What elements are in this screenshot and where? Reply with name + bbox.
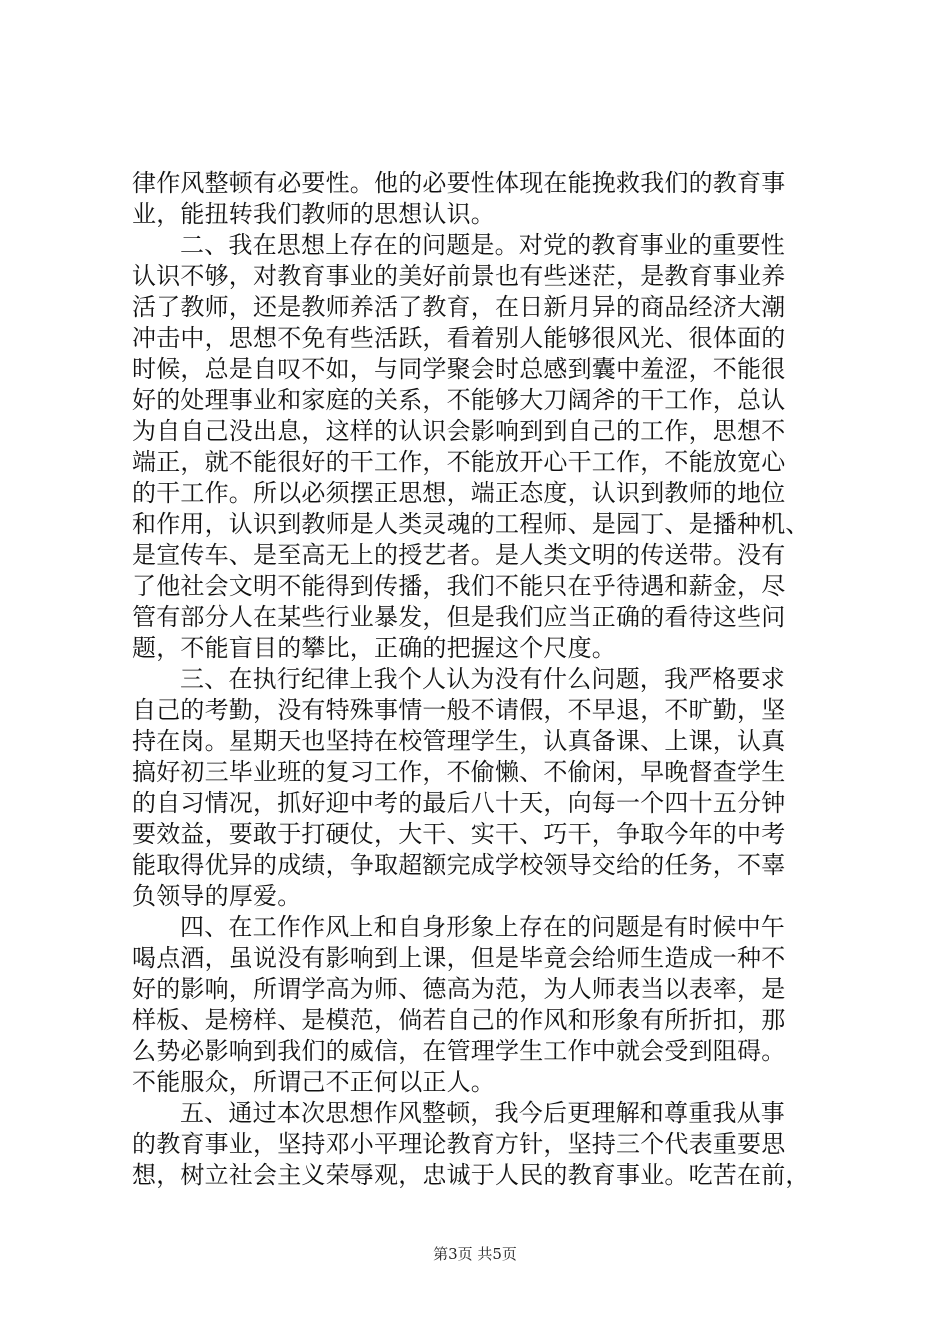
paragraph-start-line: 四、在工作作风上和自身形象上存在的问题是有时候中午	[180, 913, 785, 941]
text-line: 活了教师，还是教师养活了教育，在日新月异的商品经济大潮	[132, 293, 786, 321]
paragraph-start-line: 三、在执行纪律上我个人认为没有什么问题，我严格要求	[180, 665, 785, 693]
text-line: 了他社会文明不能得到传播，我们不能只在乎待遇和薪金，尽	[132, 572, 786, 600]
text-line: 律作风整顿有必要性。他的必要性体现在能挽救我们的教育事	[132, 169, 786, 197]
text-line: 不能服众，所谓己不正何以正人。	[132, 1068, 495, 1096]
text-line: 持在岗。星期天也坚持在校管理学生，认真备课、上课，认真	[132, 727, 786, 755]
page-number-footer: 第3页 共5页	[433, 1245, 517, 1263]
text-line: 负领导的厚爱。	[132, 882, 302, 910]
text-line: 好的影响，所谓学高为师、德高为范，为人师表当以表率，是	[132, 975, 786, 1003]
text-line: 搞好初三毕业班的复习工作，不偷懒、不偷闲，早晚督查学生	[132, 758, 786, 786]
text-line: 自己的考勤，没有特殊事情一般不请假，不早退，不旷勤，坚	[132, 696, 786, 724]
text-line: 么势必影响到我们的威信，在管理学生工作中就会受到阻碍。	[132, 1037, 786, 1065]
text-line: 为自自己没出息，这样的认识会影响到到自己的工作，思想不	[132, 417, 786, 445]
text-line: 的干工作。所以必须摆正思想，端正态度，认识到教师的地位	[132, 479, 786, 507]
document-body	[132, 168, 832, 1191]
paragraph-start-line: 五、通过本次思想作风整顿，我今后更理解和尊重我从事	[180, 1099, 785, 1127]
text-line: 认识不够，对教育事业的美好前景也有些迷茫，是教育事业养	[132, 262, 786, 290]
text-line: 能取得优异的成绩，争取超额完成学校领导交给的任务，不辜	[132, 851, 786, 879]
text-line: 好的处理事业和家庭的关系，不能够大刀阔斧的干工作，总认	[132, 386, 786, 414]
text-line: 和作用，认识到教师是人类灵魂的工程师、是园丁、是播种机、	[132, 510, 810, 538]
text-line: 的自习情况，抓好迎中考的最后八十天，向每一个四十五分钟	[132, 789, 786, 817]
text-line: 喝点酒，虽说没有影响到上课，但是毕竟会给师生造成一种不	[132, 944, 786, 972]
text-line: 管有部分人在某些行业暴发，但是我们应当正确的看待这些问	[132, 603, 786, 631]
text-line: 要效益，要敢于打硬仗，大干、实干、巧干，争取今年的中考	[132, 820, 786, 848]
paragraph-start-line: 二、我在思想上存在的问题是。对党的教育事业的重要性	[180, 231, 785, 259]
text-line: 题，不能盲目的攀比，正确的把握这个尺度。	[132, 634, 616, 662]
text-line: 端正，就不能很好的干工作，不能放开心干工作，不能放宽心	[132, 448, 786, 476]
text-line: 是宣传车、是至高无上的授艺者。是人类文明的传送带。没有	[132, 541, 786, 569]
text-line: 样板、是榜样、是模范，倘若自己的作风和形象有所折扣，那	[132, 1006, 786, 1034]
text-line: 时候，总是自叹不如，与同学聚会时总感到囊中羞涩，不能很	[132, 355, 786, 383]
text-line: 的教育事业，坚持邓小平理论教育方针，坚持三个代表重要思	[132, 1130, 786, 1158]
text-line: 业，能扭转我们教师的思想认识。	[132, 200, 495, 228]
text-line: 冲击中，思想不免有些活跃，看着别人能够很风光、很体面的	[132, 324, 786, 352]
text-line: 想，树立社会主义荣辱观，忠诚于人民的教育事业。吃苦在前，	[132, 1161, 810, 1189]
